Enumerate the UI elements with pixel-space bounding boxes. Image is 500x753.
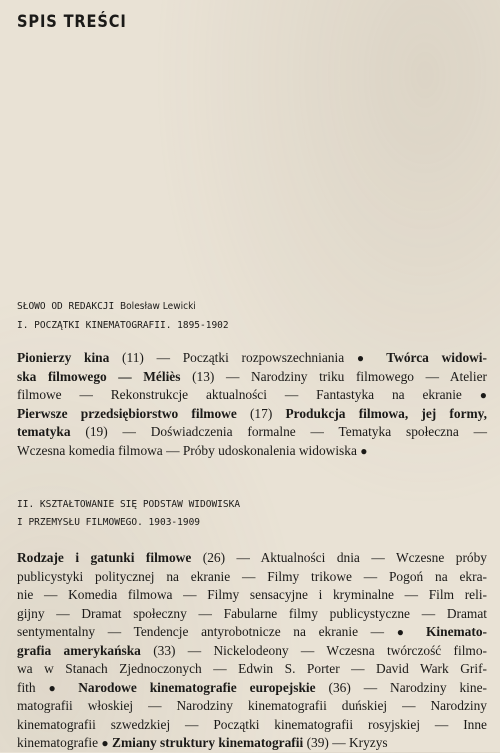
contents-text: filmowe — Rekonstrukcje aktualności — Fantastyka na ekranie bbox=[17, 387, 480, 402]
contents-text: kinematografie bbox=[17, 735, 102, 750]
contents-line bbox=[17, 660, 487, 679]
contents-text: (11) — Początki rozpowszechniania bbox=[109, 350, 357, 365]
contents-text: (33) — Nickelodeony — Wczesna twórczość filmo- bbox=[140, 642, 488, 658]
chapter-title: Kinemato- bbox=[426, 624, 487, 639]
contents-text: gijny — Dramat społeczny — Fabularne filmy publicystyczne — Dramat bbox=[17, 605, 487, 621]
bullet-icon: ● bbox=[356, 351, 374, 365]
contents-text bbox=[413, 624, 426, 639]
contents-text: (13) — Narodziny triku filmowego — Atelier bbox=[180, 368, 487, 384]
contents-text: sentymentalny — Tendencje antyrobotnicze na ekranie — bbox=[17, 624, 397, 639]
chapter-title: Pierwsze przedsiębiorstwo filmowe bbox=[17, 405, 237, 421]
bullet-icon: ● bbox=[396, 625, 414, 639]
contents-text bbox=[374, 350, 387, 365]
section-heading: II. KSZTAŁTOWANIE SIĘ PODSTAW WIDOWISKA bbox=[17, 499, 241, 510]
contents-text: (36) — Narodziny kine- bbox=[315, 679, 487, 695]
chapter-title: Pionierzy kina bbox=[17, 350, 110, 365]
contents-line bbox=[17, 697, 487, 716]
contents-line bbox=[17, 734, 487, 753]
bullet-icon: ● bbox=[48, 680, 66, 695]
contents-line bbox=[17, 586, 487, 605]
chapter-title: Twórca widowi- bbox=[386, 350, 487, 365]
chapter-title: ska filmowego — Méliès bbox=[17, 368, 181, 384]
contents-line bbox=[17, 679, 487, 698]
chapter-title: grafia amerykańska bbox=[17, 642, 141, 658]
contents-text: (26) — Aktualności dnia — Wczesne próby bbox=[191, 550, 487, 565]
page-title: SPIS TREŚCI bbox=[17, 12, 127, 32]
contents-line bbox=[17, 623, 487, 642]
contents-text: wa w Stanach Zjednoczonych — Edwin S. Porter — David Wark Grif- bbox=[17, 661, 487, 676]
bullet-icon: ● bbox=[479, 388, 487, 402]
contents-line bbox=[17, 405, 487, 424]
contents-text: nie — Komedia filmowa — Filmy sensacyjne i kryminalne — Film reli- bbox=[17, 587, 487, 602]
chapter-title: Zmiany struktury kinematografii bbox=[112, 735, 304, 750]
contents-text: matografii włoskiej — Narodziny kinematografii duńskiej — Narodziny bbox=[17, 698, 487, 713]
contents-line bbox=[17, 568, 487, 587]
intro-author: Bolesław Lewicki bbox=[119, 301, 196, 312]
contents-line bbox=[17, 642, 487, 661]
contents-line bbox=[17, 442, 487, 461]
section-contents bbox=[17, 549, 487, 753]
contents-line bbox=[17, 605, 487, 624]
contents-line bbox=[17, 368, 487, 387]
contents-text bbox=[65, 680, 78, 695]
intro-label: SŁOWO OD REDAKCJI bbox=[17, 301, 115, 312]
contents-line bbox=[17, 386, 487, 405]
contents-text: publicystyki politycznej na ekranie — Filmy trikowe — Pogoń na ekra- bbox=[17, 568, 487, 584]
contents-text: (17) bbox=[236, 405, 286, 421]
contents-text: fith bbox=[17, 679, 49, 695]
contents-line bbox=[17, 423, 487, 442]
bullet-icon: ● bbox=[360, 443, 368, 458]
chapter-title: tematyka bbox=[17, 424, 71, 439]
intro-heading bbox=[17, 301, 196, 312]
section-heading: I. POCZĄTKI KINEMATOGRAFII. 1895-1902 bbox=[17, 320, 229, 331]
contents-text: (39) — Kryzys bbox=[303, 735, 388, 750]
chapter-title: Narodowe kinematografie europejskie bbox=[78, 679, 316, 695]
section-contents bbox=[17, 349, 487, 460]
contents-line bbox=[17, 716, 487, 735]
contents-text: (19) — Doświadczenia formalne — Tematyka społeczna — bbox=[70, 424, 487, 439]
contents-line bbox=[17, 349, 487, 368]
chapter-title: Rodzaje i gatunki filmowe bbox=[17, 550, 192, 565]
chapter-title: Produkcja filmowa, jej formy, bbox=[285, 405, 487, 421]
contents-text: Wczesna komedia filmowa — Próby udoskonalenia widowiska bbox=[17, 442, 361, 458]
section-heading: I PRZEMYSŁU FILMOWEGO. 1903-1909 bbox=[17, 517, 201, 528]
contents-text: kinematografii szwedzkiej — Początki kinematografii rosyjskiej — Inne bbox=[17, 716, 487, 732]
contents-line bbox=[17, 549, 487, 568]
bullet-icon: ● bbox=[101, 736, 109, 750]
